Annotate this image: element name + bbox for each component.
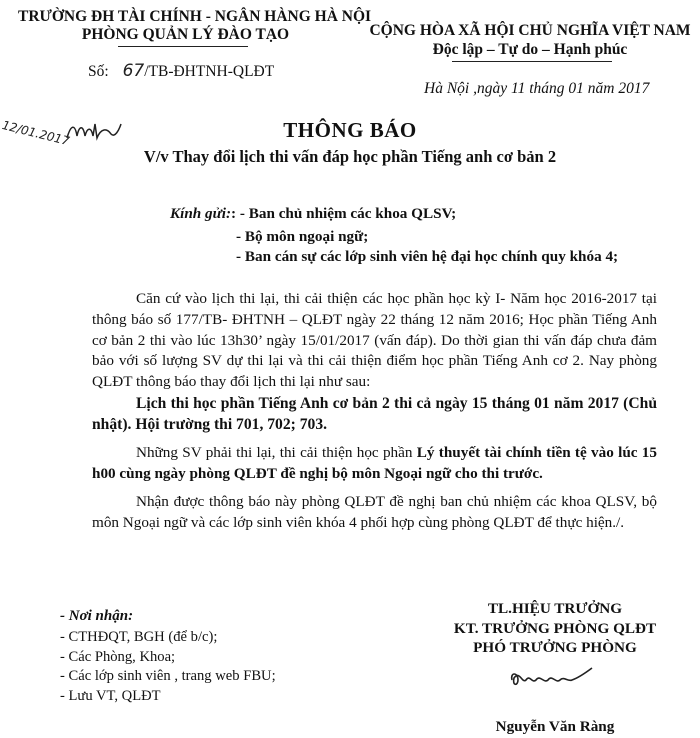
document-subject: V/v Thay đổi lịch thi vấn đáp học phần Tiếng anh cơ bản 2 (143, 147, 557, 166)
distribution-item: - CTHĐQT, BGH (để b/c); (60, 629, 218, 645)
body-paragraph-1: Căn cứ vào lịch thi lại, thi cải thiện các học phần học kỳ I- Năm học 2016-2017 tại thông báo số 177/TB- ĐHTNH – QLĐT ngày 22 tháng 12 năm 2016; Học phần Tiếng Anh cơ bản 2 thi vào lúc 13h30’ ngày 15/01/2017 (vấn đáp). Do thời gian thi vấn đáp chưa đảm bảo với số lượng SV dự thi lại và thi cải thiện điểm học phần Tiếng Anh cơ 2. Nay phòng QLĐT thông báo thay đổi lịch thi lại như sau: (92, 290, 657, 391)
recipients-label: Kính gửi: (170, 205, 232, 222)
nation-motto: Độc lập – Tự do – Hạnh phúc (432, 41, 628, 58)
recipient-item: - Ban cán sự các lớp sinh viên hệ đại học chính quy khóa 4; (236, 248, 619, 265)
document-number (88, 61, 274, 81)
recipient-item: : - Ban chủ nhiệm các khoa QLSV; (231, 205, 457, 222)
signatory-name: Nguyễn Văn Ràng (495, 718, 615, 735)
header-left-underline (118, 46, 248, 47)
body-paragraph-4: Nhận được thông báo này phòng QLĐT đề nghị ban chủ nhiệm các khoa QLSV, bộ môn Ngoại ngữ và các lớp sinh viên khóa 4 phối hợp cùng phòng QLĐT để thực hiện./. (92, 493, 657, 531)
signature-title-2: KT. TRƯỞNG PHÒNG QLĐT (453, 620, 657, 637)
distribution-item: - Lưu VT, QLĐT (60, 688, 161, 704)
recipients-block (170, 205, 456, 223)
distribution-label: - Nơi nhận: (60, 608, 134, 624)
distribution-item: - Các lớp sinh viên , trang web FBU; (60, 668, 276, 684)
issue-date: Hà Nội ,ngày 11 tháng 01 năm 2017 (424, 80, 650, 97)
number-suffix: /TB-ĐHTNH-QLĐT (144, 63, 275, 80)
recipient-item: - Bộ môn ngoại ngữ; (236, 228, 369, 245)
body-paragraph-2: Lịch thi học phần Tiếng Anh cơ bản 2 thi cả ngày 15 tháng 01 năm 2017 (Chủ nhật). Hội trường thi 701, 702; 703. (92, 395, 657, 433)
number-handwritten: 67 (122, 61, 145, 81)
handwritten-signature (508, 662, 598, 699)
signature-title-3: PHÓ TRƯỞNG PHÒNG (473, 639, 637, 656)
margin-handwritten-date: 12/01.2017 (0, 118, 71, 149)
signature-title-1: TL.HIỆU TRƯỞNG (487, 600, 623, 617)
page-title: THÔNG BÁO (283, 118, 417, 142)
school-name: TRƯỜNG ĐH TÀI CHÍNH - NGÂN HÀNG HÀ NỘI (18, 8, 372, 25)
nation-name: CỘNG HÒA XÃ HỘI CHỦ NGHĨA VIỆT NAM (369, 22, 691, 39)
header-right-underline (452, 61, 612, 62)
number-label: Số: (88, 63, 109, 80)
department-name: PHÒNG QUẢN LÝ ĐÀO TẠO (81, 26, 290, 43)
body-paragraph-3: Những SV phải thi lại, thi cải thiện học phần Lý thuyết tài chính tiền tệ vào lúc 15 h00 cùng ngày phòng QLĐT đề nghị bộ môn Ngoại ngữ cho thi trước. (92, 444, 657, 482)
distribution-item: - Các Phòng, Khoa; (60, 649, 176, 665)
